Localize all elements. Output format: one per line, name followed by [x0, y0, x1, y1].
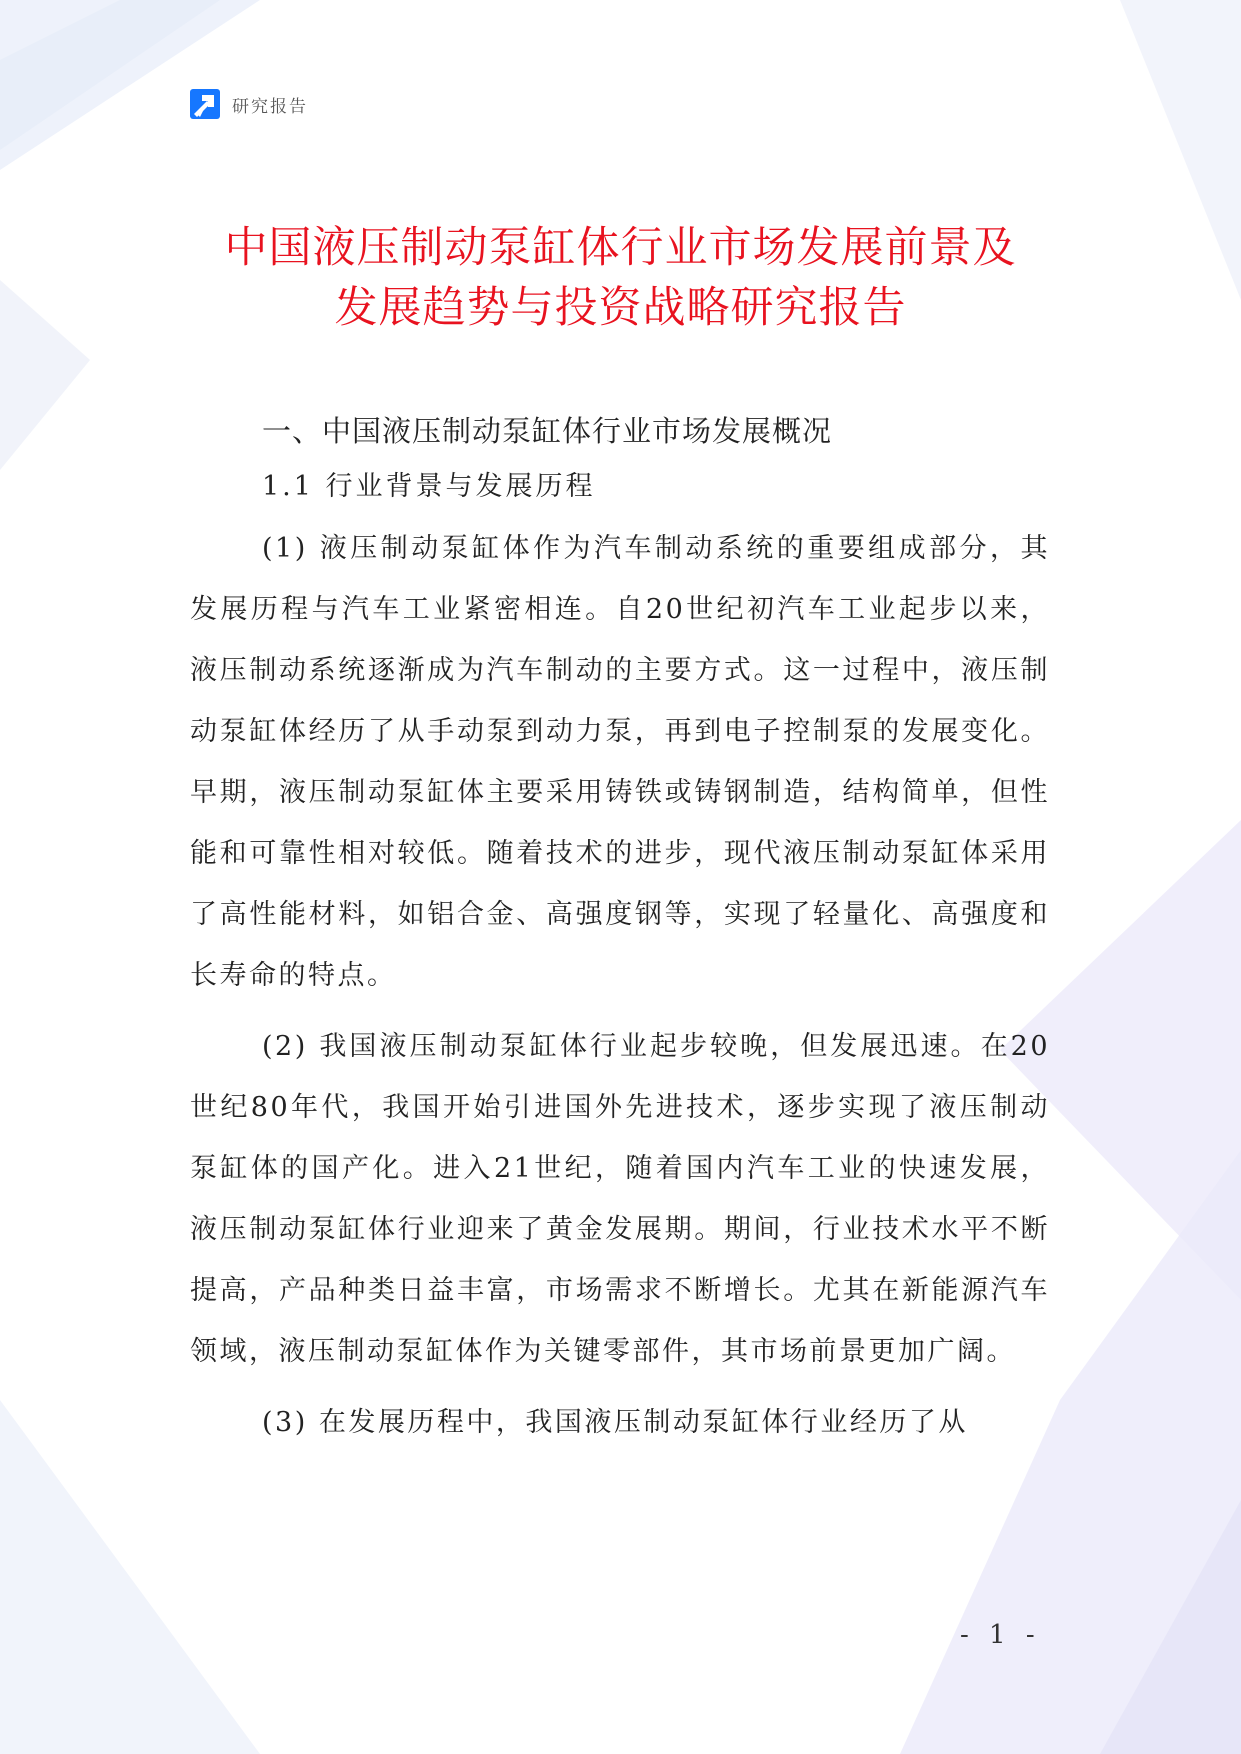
page-number: - 1 - [960, 1620, 1041, 1650]
header-label: 研究报告 [232, 96, 308, 117]
paragraph-2: (2) 我国液压制动泵缸体行业起步较晚，但发展迅速。在20世纪80年代，我国开始引进国外先进技术，逐步实现了液压制动泵缸体的国产化。进入21世纪，随着国内汽车工业的快速发展，液压制动泵缸体行业迎来了黄金发展期。期间，行业技术水平不断提高，产品种类日益丰富，市场需求不断增长。尤其在新能源汽车领域，液压制动泵缸体作为关键零部件，其市场前景更加广阔。 [190, 1031, 1050, 1367]
title-line-2: 发展趋势与投资战略研究报告 [334, 283, 907, 333]
section-heading: 一、中国液压制动泵缸体行业市场发展概况 [262, 414, 833, 448]
document-title [0, 218, 1241, 338]
page-header [188, 86, 308, 122]
title-line-1: 中国液压制动泵缸体行业市场发展前景及 [224, 223, 1017, 273]
document-body [190, 410, 1050, 1453]
subsection-heading: 1.1 行业背景与发展历程 [262, 471, 596, 502]
paragraph-1: (1) 液压制动泵缸体作为汽车制动系统的重要组成部分，其发展历程与汽车工业紧密相连。自20世纪初汽车工业起步以来，液压制动系统逐渐成为汽车制动的主要方式。这一过程中，液压制动泵缸体经历了从手动泵到动力泵，再到电子控制泵的发展变化。早期，液压制动泵缸体主要采用铸铁或铸钢制造，结构简单，但性能和可靠性相对较低。随着技术的进步，现代液压制动泵缸体采用了高性能材料，如铝合金、高强度钢等，实现了轻量化、高强度和长寿命的特点。 [190, 533, 1050, 991]
arrow-up-right-icon [188, 87, 222, 121]
paragraph-3: (3) 在发展历程中，我国液压制动泵缸体行业经历了从 [262, 1407, 968, 1438]
